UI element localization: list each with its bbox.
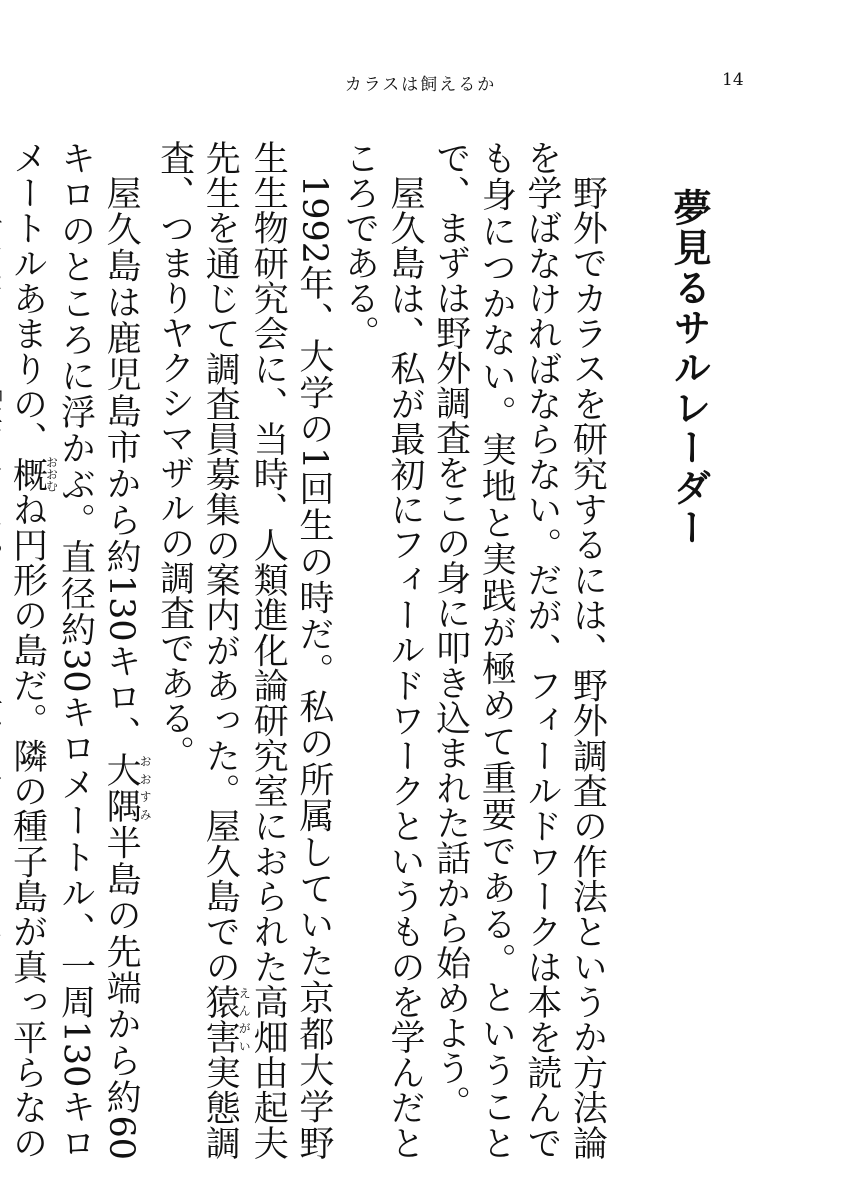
paragraph-1: 野外でカラスを研究するには、野外調査の作法というか方法論を学ばなければならない。だが、フィールドワークは本を読んでも身につかない。実地と実践が極めて重要である。ということで、まずは野外調査をこの身に叩き込まれた話から始めよう。 [430,140,608,1161]
ruby-oomu [7,456,59,493]
ruby-osumi [101,752,153,825]
paragraph-3-part-1: 1992年、大学の1回生の時だ。私の所属していた京都大学野生生物研究会に、当時、人類進化論研究室におられた高畑由起夫先生を通じて調査員募集の案内があった。屋久島での [200,140,334,1160]
paragraph-4-part-1: 屋久島は鹿児島市から約130キロ、 [101,175,142,752]
section-heading: 夢見るサルレーダー [667,188,711,548]
page-body [7,140,711,1161]
paragraph-4-part-3: ね円形の島だ。隣の種子島が真っ平らなの [7,491,48,1161]
ruby-enga [200,984,252,1055]
ruby-oomu-base: 概 [7,456,48,493]
paragraph-4-part-2: 半島の先端から約60キロのところに浮かぶ。直径約30キロメートル、一周130キロメートルあまりの、 [7,140,142,1161]
ruby-enga-reading: えんがい [237,984,252,1055]
paragraph-4 [0,140,151,1160]
ruby-oomu-reading: おおむ [44,456,59,493]
ruby-osumi-reading: おおすみ [138,752,153,824]
paragraph-2: 屋久島は、私が最初にフィールドワークというものを学んだところである。 [339,140,426,1160]
ruby-enga-base: 猿害 [200,984,241,1055]
paragraph-3-part-2: 実態調査、つまりヤクシマザルの調査である。 [154,140,241,1161]
running-title: カラスは飼えるか [344,75,497,95]
paragraph-3 [151,140,336,1160]
ruby-osumi-base: 大隅 [101,752,142,825]
page-number: 14 [722,70,744,90]
